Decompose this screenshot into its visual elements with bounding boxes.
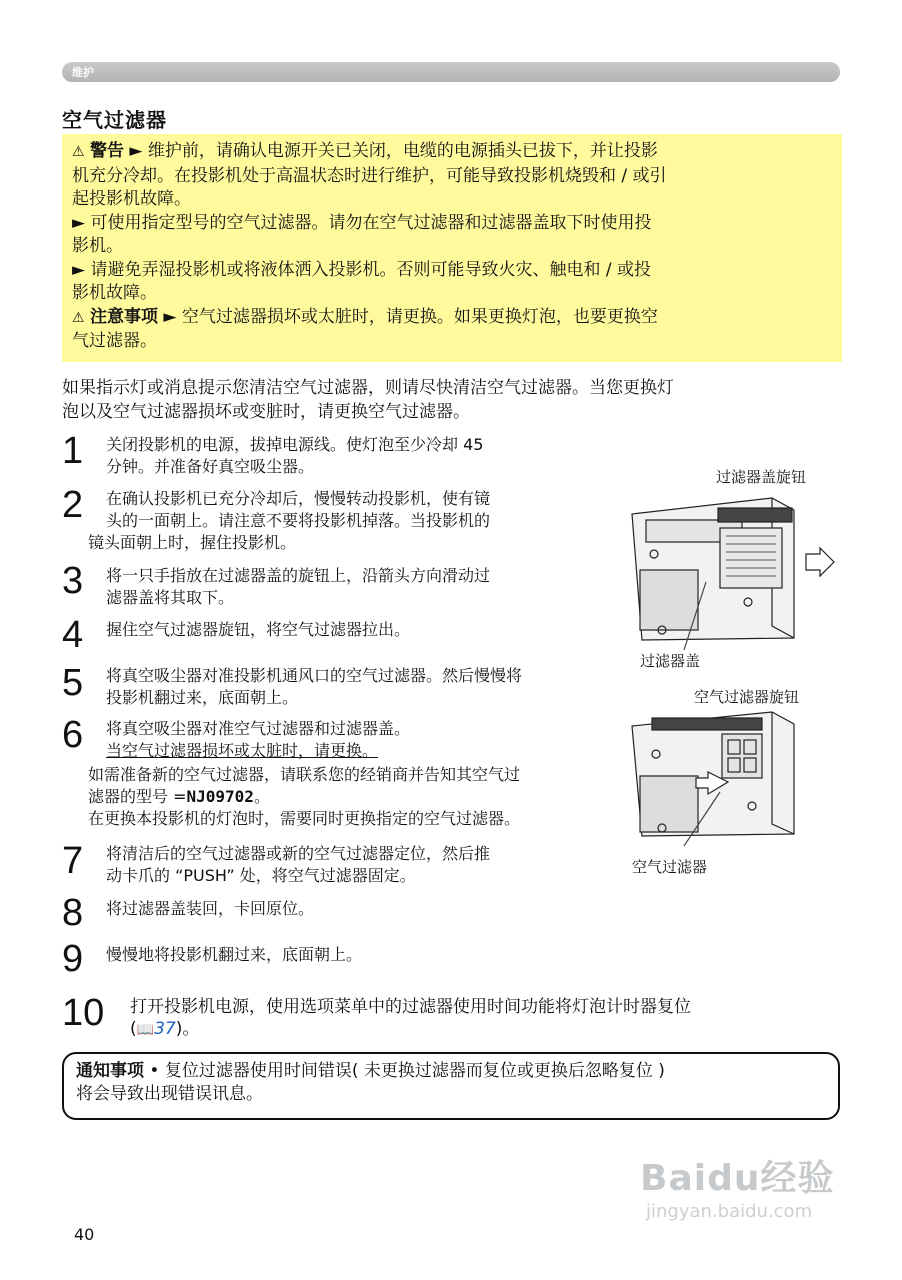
warning-line: ► 可使用指定型号的空气过滤器。请勿在空气过滤器和过滤器盖取下时使用投 <box>72 212 652 233</box>
step-number: 2 <box>62 484 84 526</box>
step-line: 将清洁后的空气过滤器或新的空气过滤器定位，然后推 <box>106 844 491 863</box>
step-10-text <box>130 996 691 1041</box>
page-number: 40 <box>74 1225 95 1244</box>
warning-line: 影机故障。 <box>72 283 157 303</box>
projector-figure-bottom <box>622 706 838 846</box>
warning-line: 起投影机故障。 <box>72 189 191 209</box>
step-number: 6 <box>62 714 84 756</box>
step-line: 将真空吸尘器对准空气过滤器和过滤器盖。 <box>106 719 411 738</box>
notice-line: 将会导致出现错误讯息。 <box>76 1084 263 1104</box>
step-line <box>130 1018 691 1041</box>
step-5-text <box>106 665 522 709</box>
notice-label: 通知事项 <box>76 1061 144 1081</box>
watermark-logo <box>640 1150 870 1240</box>
figure-label-filter-cover-knob: 过滤器盖旋钮 <box>716 468 807 486</box>
caution-line: ► 空气过滤器损坏或太脏时，请更换。如果更换灯泡，也要更换空 <box>163 306 658 327</box>
intro-paragraph <box>62 376 842 424</box>
step-number: 3 <box>62 560 84 602</box>
step-line: 当空气过滤器损坏或太脏时，请更换。 <box>106 741 379 760</box>
watermark-brand: Baidu经验 <box>640 1158 835 1199</box>
step-number: 1 <box>62 430 84 472</box>
step-6-text <box>106 718 410 762</box>
step-number: 7 <box>62 840 84 882</box>
step-line: 镜头面朝上时，握住投影机。 <box>88 533 297 552</box>
intro-line: 泡以及空气过滤器损坏或变脏时，请更换空气过滤器。 <box>62 402 470 422</box>
intro-line: 如果指示灯或消息提示您清洁空气过滤器，则请尽快清洁空气过滤器。当您更换灯 <box>62 378 674 398</box>
step-line: 将一只手指放在过滤器盖的旋钮上，沿箭头方向滑动过 <box>106 566 491 585</box>
watermark-url: jingyan.baidu.com <box>646 1201 813 1222</box>
step-line: 在确认投影机已充分冷却后，慢慢转动投影机，使有镜 <box>106 489 491 508</box>
step-line: 分钟。并准备好真空吸尘器。 <box>106 457 315 476</box>
notice-line: • 复位过滤器使用时间错误( 未更换过滤器而复位或更换后忽略复位 ) <box>149 1061 665 1081</box>
section-header-bar <box>62 62 840 82</box>
step-8-text: 将过滤器盖装回，卡回原位。 <box>106 899 315 918</box>
page-ref-link[interactable]: 37 <box>154 1019 176 1039</box>
warning-line: ► 请避免弄湿投影机或将液体洒入投影机。否则可能导致火灾、触电和 / 或投 <box>72 259 652 280</box>
step-line: 将真空吸尘器对准投影机通风口的空气过滤器。然后慢慢将 <box>106 666 523 685</box>
step-line: 动卡爪的 “PUSH” 处，将空气过滤器固定。 <box>106 866 416 885</box>
step-line: 如需准备新的空气过滤器，请联系您的经销商并告知其空气过 <box>88 765 521 784</box>
warning-label: 警告 <box>89 141 124 161</box>
model-suffix: 。 <box>253 787 270 806</box>
step-1-text <box>106 434 483 478</box>
step-3-text <box>106 565 490 609</box>
caution-triangle-icon: ⚠ <box>72 309 85 326</box>
step-2-text <box>106 488 490 532</box>
step-7-text <box>106 843 490 887</box>
step-line: 投影机翻过来，底面朝上。 <box>106 688 299 707</box>
ref-close: )。 <box>175 1019 200 1039</box>
filter-model-number: NJ09702 <box>186 787 254 806</box>
projector-figure-top <box>622 490 838 650</box>
step-line: 在更换本投影机的灯泡时，需要同时更换指定的空气过滤器。 <box>88 809 521 828</box>
step-number: 5 <box>62 662 84 704</box>
step-4-text: 握住空气过滤器旋钮，将空气过滤器拉出。 <box>106 620 411 639</box>
step-6-detail <box>88 764 520 830</box>
model-prefix: 滤器的型号 = <box>88 787 187 806</box>
step-line: 关闭投影机的电源，拔掉电源线。使灯泡至少冷却 45 <box>106 435 484 454</box>
caution-label: 注意事项 <box>89 306 158 327</box>
step-line: 滤器盖将其取下。 <box>106 588 235 607</box>
step-number: 4 <box>62 614 84 656</box>
page-title: 空气过滤器 <box>62 108 167 132</box>
step-line: 头的一面朝上。请注意不要将投影机掉落。当投影机的 <box>106 511 491 530</box>
warning-line: 影机。 <box>72 236 123 256</box>
step-number: 9 <box>62 938 84 980</box>
warning-line: 机充分冷却。在投影机处于高温状态时进行维护，可能导致投影机烧毁和 / 或引 <box>72 165 667 186</box>
step-9-text: 慢慢地将投影机翻过来，底面朝上。 <box>106 945 363 964</box>
step-line: 打开投影机电源，使用选项菜单中的过滤器使用时间功能将灯泡计时器复位 <box>130 997 691 1017</box>
warning-line: ► 维护前，请确认电源开关已关闭，电缆的电源插头已拔下，并让投影 <box>129 141 658 161</box>
section-label: 维护 <box>72 66 94 79</box>
figure-label-air-filter: 空气过滤器 <box>632 858 708 876</box>
step-line <box>88 786 520 808</box>
caution-line: 气过滤器。 <box>72 331 157 351</box>
step-number: 8 <box>62 892 84 934</box>
book-ref-icon: 📖 <box>136 1022 155 1038</box>
warning-box <box>62 134 842 362</box>
ref-open: ( <box>130 1019 137 1039</box>
warning-triangle-icon: ⚠ <box>72 144 85 160</box>
figure-label-filter-cover: 过滤器盖 <box>640 652 701 670</box>
step-number: 10 <box>62 992 105 1034</box>
figure-label-air-filter-knob: 空气过滤器旋钮 <box>694 688 800 706</box>
notice-box <box>62 1052 840 1120</box>
